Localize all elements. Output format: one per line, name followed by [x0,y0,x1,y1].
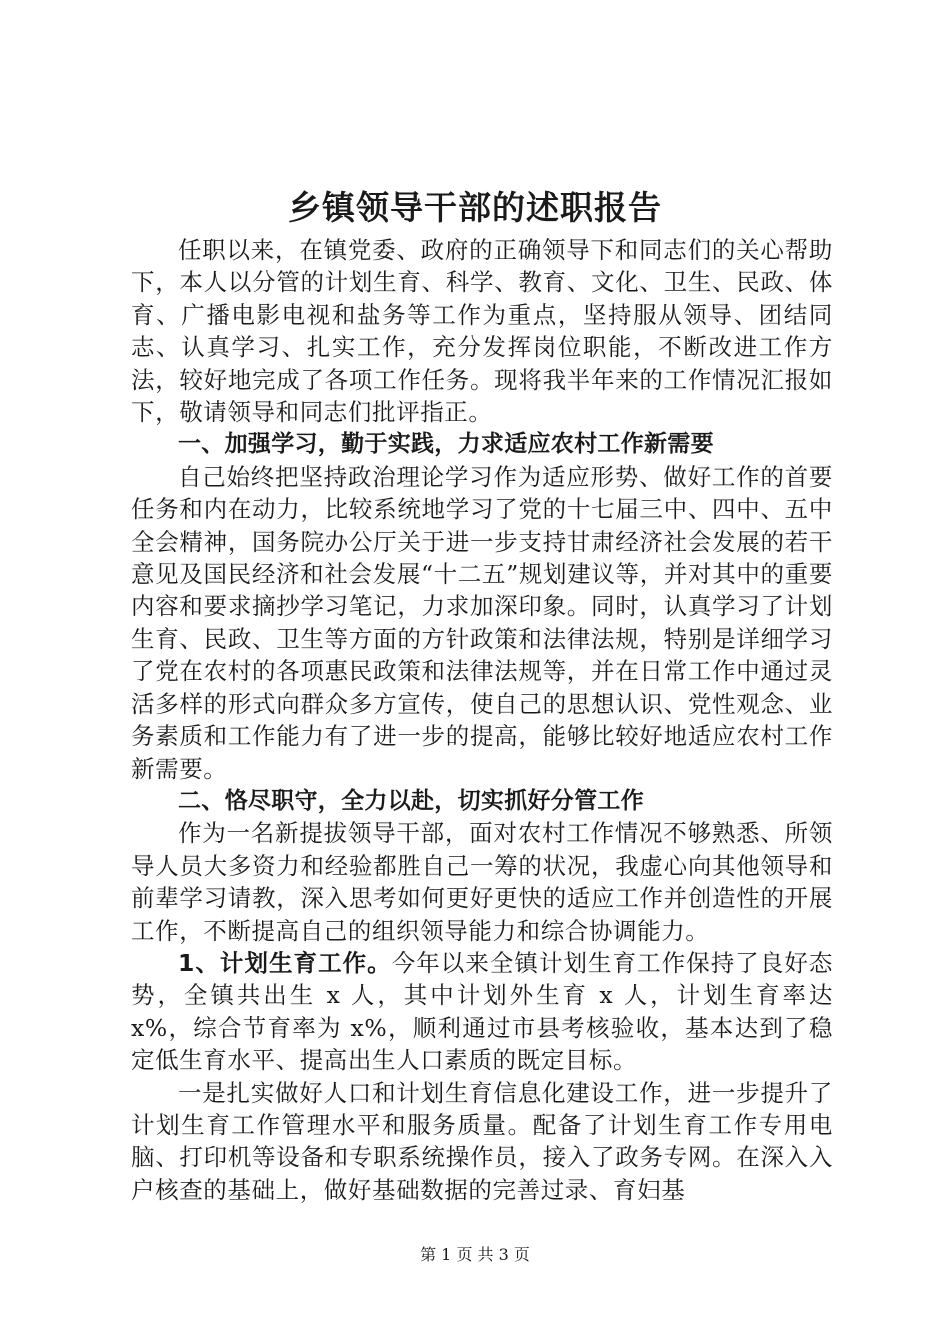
document-title: 乡镇领导干部的述职报告 [288,188,662,227]
page-footer: 第 1 页 共 3 页 [420,1245,530,1264]
duty-paragraph: 作为一名新提拔领导干部，面对农村工作情况不够熟悉、所领导人员大多资力和经验都胜自己一筹的状况，我虚心向其他领导和前辈学习请教，深入思考如何更好更快的适应工作并创造性的开展工作，不断提高自己的组织领导能力和综合协调能力。 [131,819,833,945]
section-heading-study: 一、加强学习，勤于实践，力求适应农村工作新需要 [178,431,714,458]
family-planning-text: 今年以来全镇计划生育工作保持了良好态势，全镇共出生 x 人，其中计划外生育 x 人，计划生育率达 x%，综合节育率为 x%，顺利通过市县考核验收，基本达到了稳定低生育水平、提高出生人口素质的既定目标。 [131,948,833,1075]
family-planning-paragraph [131,947,833,1077]
informatization-paragraph: 一是扎实做好人口和计划生育信息化建设工作，进一步提升了计划生育工作管理水平和服务质量。配备了计划生育工作专用电脑、打印机等设备和专职系统操作员，接入了政务专网。在深入入户核查的基础上，做好基础数据的完善过录、育妇基 [131,1078,833,1204]
document-body [131,234,833,1206]
section-heading-duty: 二、恪尽职守，全力以赴，切实抓好分管工作 [178,787,644,814]
study-paragraph: 自己始终把坚持政治理论学习作为适应形势、做好工作的首要任务和内在动力，比较系统地学习了党的十七届三中、四中、五中全会精神，国务院办公厅关于进一步支持甘肃经济社会发展的若干意见及国民经济和社会发展“十二五”规划建议等，并对其中的重要内容和要求摘抄学习笔记，力求加深印象。同时，认真学习了计划生育、民政、卫生等方面的方针政策和法律法规，特别是详细学习了党在农村的各项惠民政策和法律法规等，并在日常工作中通过灵活多样的形式向群众多方宣传，使自己的思想认识、党性观念、业务素质和工作能力有了进一步的提高，能够比较好地适应农村工作新需要。 [131,462,833,783]
family-planning-lead: 1、计划生育工作。 [178,948,392,977]
intro-paragraph: 任职以来，在镇党委、政府的正确领导下和同志们的关心帮助下，本人以分管的计划生育、科学、教育、文化、卫生、民政、体育、广播电影电视和盐务等工作为重点，坚持服从领导、团结同志、认真学习、扎实工作，充分发挥岗位职能，不断改进工作方法，较好地完成了各项工作任务。现将我半年来的工作情况汇报如下，敬请领导和同志们批评指正。 [131,236,833,427]
